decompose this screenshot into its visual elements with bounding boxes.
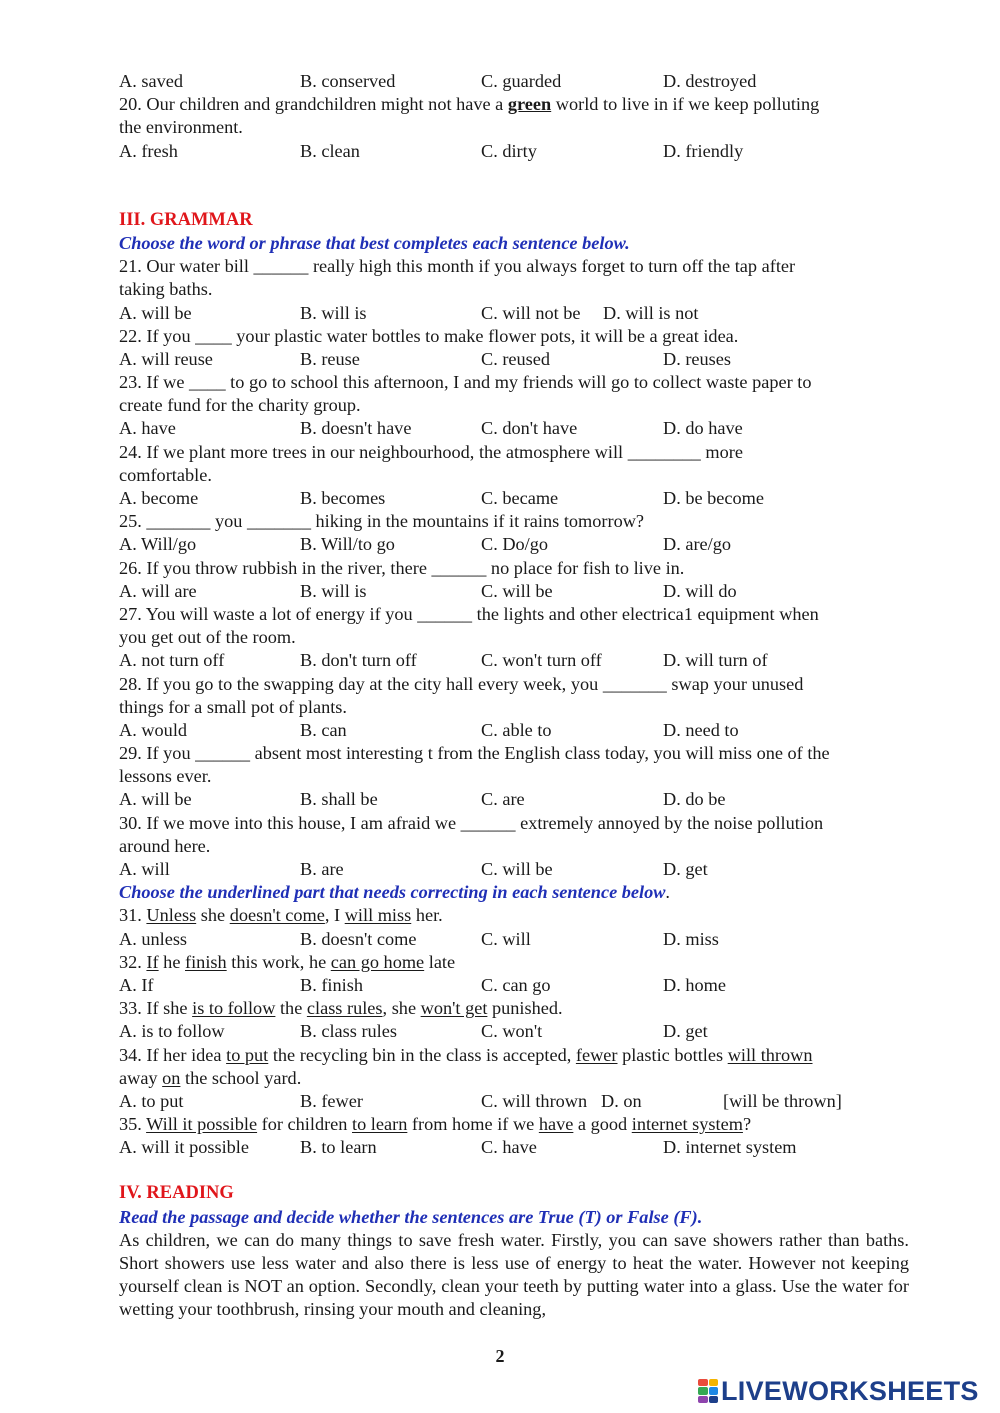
question-23-line2: create fund for the charity group. [119,395,361,416]
grammar-heading: III. GRAMMAR [119,209,253,230]
question-22: 22. If you ____ your plastic water bottles to make flower pots, it will be a great idea. [119,325,739,346]
q27-options [119,649,909,672]
option-b[interactable]: B. will is [300,302,367,323]
question-27-line2: you get out of the room. [119,627,296,648]
option-d[interactable]: D. internet system [663,1137,797,1158]
option-b[interactable]: B. doesn't come [300,928,417,949]
liveworksheets-logo[interactable] [698,1376,979,1406]
q28-options [119,719,909,742]
option-d[interactable]: D. are/go [663,534,732,555]
question-30: 30. If we move into this house, I am afraid we ______ extremely annoyed by the noise pollution [119,812,824,833]
option-a[interactable]: A. will are [119,580,197,601]
q19-options [119,70,909,93]
keyword-green: green [507,94,552,115]
q31-options [119,928,909,951]
option-b[interactable]: B. don't turn off [300,650,417,671]
option-d[interactable]: D. need to [663,719,739,740]
question-20-line2: the environment. [119,117,243,138]
logo-icon [698,1379,718,1403]
option-d[interactable]: D. friendly [663,140,744,161]
option-a[interactable]: A. will be [119,302,192,323]
option-d[interactable]: D. will turn of [663,650,768,671]
question-31: 31. Unless she doesn't come, I will miss her. [119,905,443,926]
option-b[interactable]: B. to learn [300,1137,377,1158]
option-b[interactable]: B. reuse [300,348,360,369]
option-a[interactable]: A. will it possible [119,1137,250,1158]
option-a[interactable]: A. Will/go [119,534,197,555]
q35-options [119,1136,909,1159]
option-c[interactable]: C. became [481,488,559,508]
question-30-line2: around here. [119,835,211,856]
q30-options [119,858,909,881]
option-c[interactable]: C. reused [481,348,551,369]
option-a[interactable]: A. fresh [119,140,178,161]
q22-options [119,348,909,371]
question-27: 27. You will waste a lot of energy if you ______ the lights and other electrica1 equipment when [119,603,819,624]
option-c[interactable]: C. have [481,1137,537,1158]
option-d[interactable]: D. do have [663,418,743,439]
grammar-instruction-2: Choose the underlined part that needs correcting in each sentence below. [119,882,670,903]
q21-options [119,302,909,325]
option-d[interactable]: D. reuses [663,348,732,369]
option-a[interactable]: A. to put [119,1090,184,1111]
option-a[interactable]: A. will be [119,789,192,810]
option-c[interactable]: C. won't turn off [481,650,602,671]
option-d[interactable]: D. get [663,859,708,879]
question-33: 33. If she is to follow the class rules, she won't get punished. [119,998,563,1019]
option-d[interactable]: D. will is not [603,302,699,323]
question-34-line2: away on the school yard. [119,1067,302,1088]
option-a[interactable]: A. will [119,859,170,879]
option-d[interactable]: D. miss [663,928,719,949]
grammar-instruction-1: Choose the word or phrase that best completes each sentence below. [119,232,630,253]
question-29: 29. If you ______ absent most interesting t from the English class today, you will miss one of the [119,743,830,764]
question-21-line2: taking baths. [119,279,213,300]
option-b[interactable]: B. becomes [300,488,386,508]
option-a[interactable]: A. If [119,974,154,995]
question-35: 35. Will it possible for children to learn from home if we have a good internet system? [119,1114,752,1135]
option-a[interactable]: A. will reuse [119,348,213,369]
option-c[interactable]: C. are [481,789,525,810]
option-c[interactable]: C. dirty [481,140,537,161]
option-b[interactable]: B. Will/to go [300,534,395,555]
option-d[interactable]: D. home [663,974,726,995]
option-c[interactable]: C. will be [481,859,553,879]
reading-passage: As children, we can do many things to save fresh water. Firstly, you can save showers rather than baths. Short showers use less water and also there is less use of energy to heat the water. However not keeping yourself clean is NOT an option. Secondly, clean your teeth by putting water into a glass. Use the water for wetting your toothbrush, rinsing your mouth and cleaning, [119,1229,909,1320]
option-b[interactable]: B. clean [300,140,360,161]
q32-options [119,974,909,997]
logo-text: LIVEWORKSHEETS [721,1375,979,1406]
q34-options [119,1090,909,1113]
option-a[interactable]: A. become [119,488,199,508]
question-20: 20. Our children and grandchildren might not have a green world to live in if we keep polluting [119,94,820,115]
option-d[interactable]: D. do be [663,789,726,810]
question-23: 23. If we ____ to go to school this afternoon, I and my friends will go to collect waste paper to [119,372,812,393]
q33-options [119,1020,909,1043]
question-28-line2: things for a small pot of plants. [119,696,347,717]
q26-options [119,580,909,603]
worksheet-page [119,70,909,1322]
option-d[interactable]: D. be become [663,488,765,508]
q24-options [119,487,909,510]
question-24-line2: comfortable. [119,464,212,485]
option-b[interactable]: B. class rules [300,1021,397,1042]
option-c[interactable]: C. will [481,928,531,949]
option-b[interactable]: B. can [300,719,347,740]
option-a[interactable]: A. would [119,719,188,740]
option-c[interactable]: C. will be [481,580,553,601]
option-a[interactable]: A. not turn off [119,650,225,671]
answer-note: [will be thrown] [723,1090,842,1111]
question-29-line2: lessons ever. [119,766,212,787]
q25-options [119,533,909,556]
option-d[interactable]: D. on [601,1090,642,1111]
option-a[interactable]: A. have [119,418,176,439]
option-b[interactable]: B. are [300,859,344,879]
option-c[interactable]: C. will thrown [481,1090,588,1111]
question-34: 34. If her idea to put the recycling bin in the class is accepted, fewer plastic bottles will thrown [119,1044,813,1065]
option-c[interactable]: C. guarded [481,71,562,91]
option-c[interactable]: C. will not be [481,302,581,323]
question-24: 24. If we plant more trees in our neighbourhood, the atmosphere will ________ more [119,441,743,462]
page-number: 2 [495,1346,505,1366]
question-28: 28. If you go to the swapping day at the city hall every week, you _______ swap your unused [119,673,804,694]
q23-options [119,417,909,440]
option-c[interactable]: C. won't [481,1021,543,1042]
option-d[interactable]: D. destroyed [663,71,757,91]
option-d[interactable]: D. get [663,1021,708,1042]
question-21: 21. Our water bill ______ really high this month if you always forget to turn off the tap after [119,256,796,277]
option-c[interactable]: C. Do/go [481,534,549,555]
option-b[interactable]: B. conserved [300,71,396,91]
option-a[interactable]: A. is to follow [119,1021,225,1042]
q29-options [119,788,909,811]
option-b[interactable]: B. will is [300,580,367,601]
option-c[interactable]: C. can go [481,974,551,995]
option-c[interactable]: C. able to [481,719,552,740]
question-26: 26. If you throw rubbish in the river, there ______ no place for fish to live in. [119,557,685,578]
reading-heading: IV. READING [119,1183,234,1204]
reading-instruction: Read the passage and decide whether the sentences are True (T) or False (F). [119,1206,703,1227]
option-a[interactable]: A. unless [119,928,188,949]
option-b[interactable]: B. doesn't have [300,418,412,439]
question-32: 32. If he finish this work, he can go home late [119,951,456,972]
question-25: 25. _______ you _______ hiking in the mountains if it rains tomorrow? [119,511,645,532]
option-b[interactable]: B. fewer [300,1090,363,1111]
option-d[interactable]: D. will do [663,580,737,601]
option-b[interactable]: B. finish [300,974,363,995]
q20-options [119,140,909,163]
option-b[interactable]: B. shall be [300,789,378,810]
option-a[interactable]: A. saved [119,71,183,91]
option-c[interactable]: C. don't have [481,418,578,439]
